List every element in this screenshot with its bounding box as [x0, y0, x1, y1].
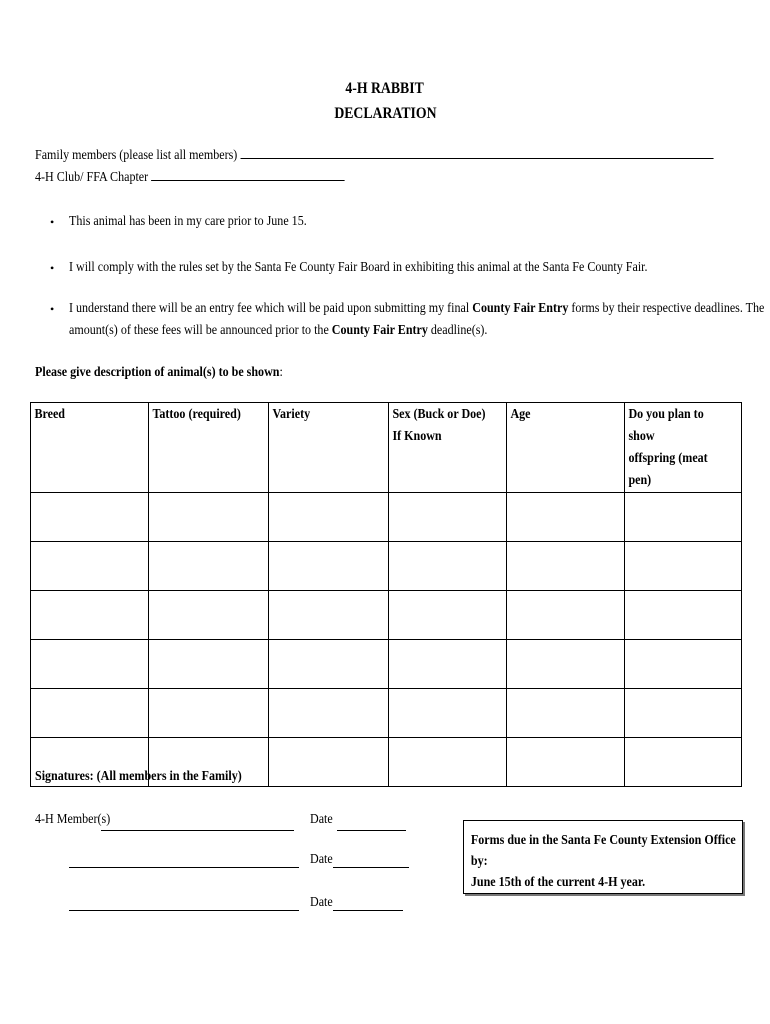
header-sex: Sex (Buck or Doe) If Known — [389, 403, 507, 493]
club-chapter-blank[interactable] — [151, 170, 345, 181]
cell-offspring[interactable] — [625, 689, 742, 738]
cell-tattoo[interactable] — [149, 640, 269, 689]
cell-age[interactable] — [507, 542, 625, 591]
bullet-icon: • — [50, 302, 55, 316]
cell-breed[interactable] — [31, 640, 149, 689]
family-members-label: Family members (please list all members) — [35, 148, 238, 163]
date-line[interactable] — [333, 857, 409, 868]
cell-sex[interactable] — [389, 542, 507, 591]
table-row — [31, 689, 742, 738]
cell-variety[interactable] — [269, 689, 389, 738]
form-title-line1: 4-H RABBIT — [345, 80, 425, 97]
family-members-field[interactable] — [35, 148, 770, 164]
cell-age[interactable] — [507, 640, 625, 689]
deadline-notice-line1: Forms due in the Santa Fe County Extension Office by: — [470, 833, 736, 869]
bullet-icon: • — [50, 215, 55, 229]
cell-breed[interactable] — [31, 493, 149, 542]
animal-description-table — [30, 402, 742, 787]
date-line[interactable] — [333, 900, 403, 911]
header-variety: Variety — [269, 403, 389, 493]
cell-tattoo[interactable] — [149, 493, 269, 542]
header-breed: Breed — [31, 403, 149, 493]
cell-sex[interactable] — [389, 591, 507, 640]
header-offspring: Do you plan to show offspring (meat pen) — [625, 403, 742, 493]
cell-offspring[interactable] — [625, 591, 742, 640]
cell-sex[interactable] — [389, 640, 507, 689]
cell-age[interactable] — [507, 689, 625, 738]
cell-tattoo[interactable] — [149, 591, 269, 640]
cell-variety[interactable] — [269, 493, 389, 542]
cell-breed[interactable] — [31, 689, 149, 738]
date-line[interactable] — [337, 820, 406, 831]
cell-sex[interactable] — [389, 493, 507, 542]
cell-offspring[interactable] — [625, 738, 742, 787]
cell-tattoo[interactable] — [149, 689, 269, 738]
club-chapter-label: 4-H Club/ FFA Chapter — [35, 170, 149, 185]
table-row — [31, 640, 742, 689]
header-tattoo: Tattoo (required) — [149, 403, 269, 493]
member-signature-line[interactable] — [69, 857, 299, 868]
cell-sex[interactable] — [389, 689, 507, 738]
date-label: Date — [310, 812, 333, 827]
deadline-notice-line2: June 15th of the current 4-H year. — [470, 875, 646, 890]
date-label: Date — [310, 895, 333, 910]
member-signature-line[interactable] — [101, 820, 294, 831]
cell-variety[interactable] — [269, 640, 389, 689]
cell-variety[interactable] — [269, 738, 389, 787]
cell-breed[interactable] — [31, 542, 149, 591]
statement-rules: I will comply with the rules set by the Santa Fe County Fair Board in exhibiting this animal at the Santa Fe County Fair. — [69, 260, 648, 275]
form-title-line2: DECLARATION — [333, 105, 437, 122]
cell-breed[interactable] — [31, 591, 149, 640]
cell-age[interactable] — [507, 493, 625, 542]
date-label: Date — [310, 852, 333, 867]
cell-offspring[interactable] — [625, 493, 742, 542]
cell-sex[interactable] — [389, 738, 507, 787]
member-signature-label: 4-H Member(s) — [35, 812, 111, 827]
table-row — [31, 542, 742, 591]
deadline-notice — [463, 820, 743, 894]
cell-variety[interactable] — [269, 591, 389, 640]
table-header-row — [31, 403, 742, 493]
signatures-heading: Signatures: (All members in the Family) — [35, 769, 242, 784]
family-members-blank[interactable] — [240, 148, 713, 159]
header-age: Age — [507, 403, 625, 493]
cell-offspring[interactable] — [625, 542, 742, 591]
table-row — [31, 493, 742, 542]
statement-fee: I understand there will be an entry fee which will be paid upon submitting my final County Fair Entry forms by their respective deadlines. The amount(s) of these fees will be announced prior to the County Fair Entry deadline(s). — [69, 301, 765, 338]
cell-age[interactable] — [507, 738, 625, 787]
cell-tattoo[interactable] — [149, 542, 269, 591]
member-signature-line[interactable] — [69, 900, 299, 911]
bullet-icon: • — [50, 261, 55, 275]
cell-offspring[interactable] — [625, 640, 742, 689]
description-prompt: Please give description of animal(s) to be shown: — [35, 365, 283, 380]
cell-age[interactable] — [507, 591, 625, 640]
cell-variety[interactable] — [269, 542, 389, 591]
statement-care: This animal has been in my care prior to June 15. — [69, 214, 307, 229]
table-row — [31, 591, 742, 640]
club-chapter-field[interactable] — [35, 170, 395, 186]
